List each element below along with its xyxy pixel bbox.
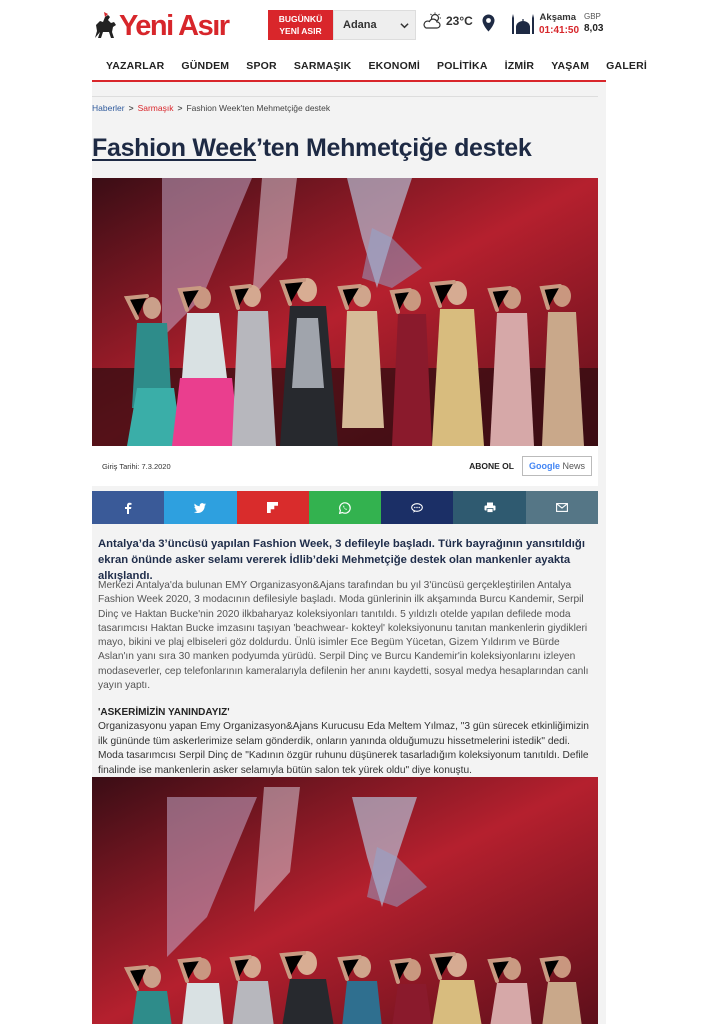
article-title — [92, 134, 598, 163]
todays-paper-line1: BUGÜNKÜ — [278, 14, 323, 24]
nav-item-yazarlar[interactable]: YAZARLAR — [106, 60, 165, 72]
article-title-link[interactable]: Fashion Week — [92, 134, 257, 162]
google-news-label: News — [562, 461, 586, 471]
article-meta-bar — [92, 446, 598, 486]
share-flipboard-button[interactable] — [237, 491, 309, 524]
nav-item-sarmasik[interactable]: SARMAŞIK — [293, 60, 352, 72]
follow-label: ABONE OL — [469, 461, 514, 471]
google-news-button[interactable] — [522, 456, 592, 476]
article-lead: Antalya’da 3’üncüsü yapılan Fashion Week, 3 defileyle başladı. Türk bayrağının yansıtıldığı ekran önünde asker selamı vererek İdlib’deki Mehmetçiğe destek olan mankenler ayakta alkışlandı. — [98, 538, 585, 582]
city-select-value: Adana — [343, 19, 377, 31]
todays-paper-button[interactable] — [268, 10, 333, 40]
mail-icon — [556, 503, 568, 512]
twitter-icon — [194, 503, 206, 513]
publish-date: Giriş Tarihi: 7.3.2020 — [102, 461, 171, 471]
breadcrumb-category[interactable]: Sarmaşık — [137, 103, 174, 113]
nav-item-yasam[interactable]: YAŞAM — [551, 60, 590, 72]
horse-rider-logo-icon — [92, 11, 118, 41]
nav-item-politika[interactable]: POLİTİKA — [437, 60, 488, 72]
partly-cloudy-icon — [422, 12, 444, 30]
breadcrumb-separator: > — [177, 103, 183, 113]
share-mail-button[interactable] — [526, 491, 598, 524]
nav-item-spor[interactable]: SPOR — [246, 60, 277, 72]
site-header — [92, 8, 606, 44]
article-subheading: 'ASKERİMİZİN YANINDAYIZ' — [98, 707, 230, 718]
article-body-paragraph-2: Organizasyonu yapan Emy Organizasyon&Ajans Kurucusu Eda Meltem Yılmaz, "3 gün sürecek etkinliğimizin ilk gününde tüm askerlerimize selam gönderdik, onların yanında olduğumuzu hissetmelerini istedik" dedi. Moda tasarımcısı Serpil Dinç de "Kadının özgür ruhunu düşünerek tasarladığım koleksiyonum tanıtıldı. Defile finalinde ise mankenlerin asker selamıyla bütün salon tek yürek oldu" diye konuştu. — [98, 721, 589, 776]
share-bar — [92, 491, 598, 524]
mosque-icon — [511, 13, 535, 35]
runway-models-image-2 — [92, 777, 598, 1024]
currency-value: 8,03 — [584, 23, 604, 34]
chevron-down-icon — [400, 21, 409, 30]
share-print-button[interactable] — [453, 491, 525, 524]
temperature-value: 23°C — [446, 14, 473, 28]
runway-models-image — [92, 178, 598, 446]
todays-paper-line2: YENİ ASIR — [279, 26, 322, 36]
share-twitter-button[interactable] — [164, 491, 236, 524]
weather-widget — [422, 12, 473, 30]
nav-item-galeri[interactable]: GALERİ — [606, 60, 648, 72]
prayer-time-countdown: 01:41:50 — [539, 25, 580, 36]
location-pin-icon[interactable] — [482, 14, 495, 32]
city-select[interactable] — [333, 10, 416, 40]
google-news-logo: Google — [528, 461, 560, 471]
breadcrumb-separator: > — [128, 103, 134, 113]
logo-text — [119, 8, 229, 44]
article-second-image[interactable] — [92, 777, 598, 1024]
site-logo[interactable] — [92, 8, 229, 44]
article-title-rest: ’ten Mehmetçiğe destek — [256, 134, 532, 162]
share-whatsapp-button[interactable] — [309, 491, 381, 524]
breadcrumb-current: Fashion Week'ten Mehmetçiğe destek — [186, 103, 331, 113]
nav-item-gundem[interactable]: GÜNDEM — [181, 60, 230, 72]
article-main-image[interactable] — [92, 178, 598, 446]
prayer-time-widget — [539, 12, 580, 38]
print-icon — [484, 502, 496, 513]
breadcrumb — [92, 96, 598, 113]
nav-item-izmir[interactable]: İZMİR — [504, 60, 535, 72]
share-comment-button[interactable] — [381, 491, 453, 524]
prayer-time-label: Akşama — [539, 12, 576, 23]
article-body-paragraph-1: Merkezi Antalya'da bulunan EMY Organizasyon&Ajans tarafından bu yıl 3'üncüsü gerçekleştirilen Antalya Fashion Week 2020, 3 modacının defilesiyle başladı. Moda günlerinin ilk akşamında Burcu Kandemir, Serpil Dinç ve Haktan Bucke'nin 2020 ilkbaharyaz koleksiyonları tanıtıldı. 5 yıldızlı otelde yapılan defilede moda tasarımcısı Haktan Bucke imzasını taşıyan 'beachwear- kokteyl' koleksiyonunu tanıtan mankenlerin giydikleri mayo, bikini ve plaj elbiseleri göz doldurdu. Ünlü isimler Ece Begüm Yücetan, Gizem Yıldırım ve Bürde Aslan'ın yanı sıra 30 manken podyumda yürüdü. Serpil Dinç ve Burcu Kandemir'in koleksiyonlarını izleyen modaseverler, cep telefonlarının kameralarıyla defilenin her anını kaydetti, sosyal medya hesaplarından canlı yayın yaptı. — [98, 580, 589, 692]
comment-icon — [411, 503, 423, 513]
main-nav — [92, 52, 648, 82]
share-facebook-button[interactable] — [92, 491, 164, 524]
whatsapp-icon — [339, 502, 351, 514]
logo-word-asir: Asır — [178, 10, 229, 42]
currency-label: GBP — [584, 12, 601, 21]
facebook-icon — [124, 502, 132, 514]
nav-item-ekonomi[interactable]: EKONOMİ — [368, 60, 421, 72]
flipboard-icon — [267, 502, 278, 513]
currency-widget — [584, 11, 606, 36]
article-container — [92, 82, 606, 1024]
logo-word-yeni: Yeni — [119, 10, 173, 42]
breadcrumb-home[interactable]: Haberler — [92, 103, 125, 113]
